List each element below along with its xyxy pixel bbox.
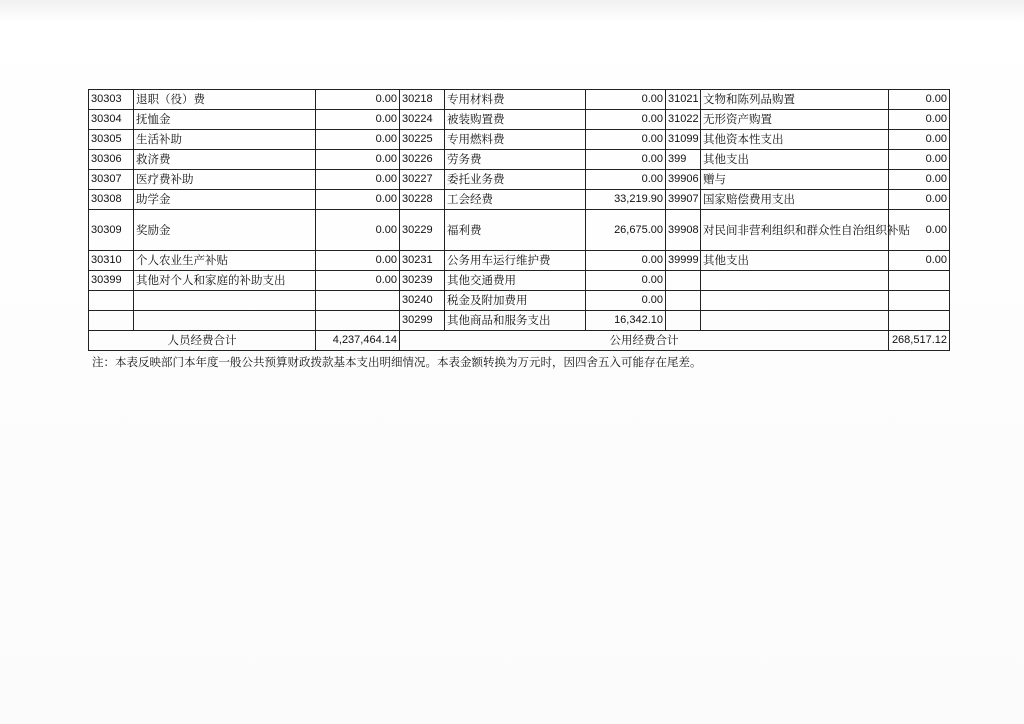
table-row [89, 311, 950, 331]
cell-code: 39999 [666, 251, 701, 271]
cell-code: 30306 [89, 150, 134, 170]
cell-amount: 0.00 [316, 110, 400, 130]
cell-code: 31022 [666, 110, 701, 130]
cell-code [666, 291, 701, 311]
cell-code: 30240 [400, 291, 445, 311]
table-row [89, 190, 950, 210]
cell-name: 专用材料费 [445, 90, 586, 110]
cell-name: 税金及附加费用 [445, 291, 586, 311]
cell-name: 退职（役）费 [134, 90, 316, 110]
cell-code: 30226 [400, 150, 445, 170]
cell-code [666, 311, 701, 331]
cell-amount: 0.00 [316, 130, 400, 150]
cell-name: 医疗费补助 [134, 170, 316, 190]
cell-amount: 0.00 [316, 251, 400, 271]
cell-code: 30225 [400, 130, 445, 150]
cell-amount: 0.00 [316, 170, 400, 190]
table-row [89, 251, 950, 271]
cell-amount [889, 291, 950, 311]
cell-code: 30299 [400, 311, 445, 331]
cell-code [89, 311, 134, 331]
cell-name: 其他商品和服务支出 [445, 311, 586, 331]
cell-code: 30399 [89, 271, 134, 291]
cell-amount: 0.00 [889, 130, 950, 150]
cell-code: 31021 [666, 90, 701, 110]
cell-code: 30307 [89, 170, 134, 190]
cell-amount: 0.00 [316, 190, 400, 210]
cell-name: 福利费 [445, 210, 586, 251]
cell-name [134, 311, 316, 331]
cell-name: 国家赔偿费用支出 [701, 190, 889, 210]
cell-code [89, 291, 134, 311]
personnel-total-label: 人员经费合计 [89, 331, 316, 351]
cell-name: 专用燃料费 [445, 130, 586, 150]
cell-amount: 0.00 [316, 90, 400, 110]
cell-name: 其他资本性支出 [701, 130, 889, 150]
cell-name [701, 291, 889, 311]
cell-name: 赠与 [701, 170, 889, 190]
cell-name: 奖励金 [134, 210, 316, 251]
cell-amount: 26,675.00 [586, 210, 666, 251]
cell-code: 30309 [89, 210, 134, 251]
cell-amount: 0.00 [586, 150, 666, 170]
cell-amount [316, 291, 400, 311]
table-row [89, 271, 950, 291]
public-total-amount: 268,517.12 [889, 331, 950, 351]
cell-name: 文物和陈列品购置 [701, 90, 889, 110]
cell-name: 公务用车运行维护费 [445, 251, 586, 271]
cell-name: 抚恤金 [134, 110, 316, 130]
personnel-total-amount: 4,237,464.14 [316, 331, 400, 351]
cell-amount: 0.00 [586, 90, 666, 110]
cell-code: 30224 [400, 110, 445, 130]
cell-amount: 0.00 [889, 110, 950, 130]
cell-amount: 0.00 [586, 251, 666, 271]
cell-code: 30229 [400, 210, 445, 251]
cell-code: 30218 [400, 90, 445, 110]
cell-amount: 0.00 [586, 271, 666, 291]
cell-amount: 0.00 [889, 251, 950, 271]
cell-amount: 0.00 [316, 271, 400, 291]
public-total-label: 公用经费合计 [400, 331, 889, 351]
cell-code: 31099 [666, 130, 701, 150]
table-row [89, 150, 950, 170]
cell-amount: 0.00 [586, 170, 666, 190]
cell-code: 30227 [400, 170, 445, 190]
cell-name: 助学金 [134, 190, 316, 210]
cell-amount: 0.00 [889, 170, 950, 190]
cell-code: 399 [666, 150, 701, 170]
cell-name: 救济费 [134, 150, 316, 170]
cell-code: 30228 [400, 190, 445, 210]
cell-name: 个人农业生产补贴 [134, 251, 316, 271]
cell-name: 生活补助 [134, 130, 316, 150]
table-row [89, 210, 950, 251]
cell-code: 30304 [89, 110, 134, 130]
table-row [89, 110, 950, 130]
cell-name: 其他支出 [701, 150, 889, 170]
cell-code: 30308 [89, 190, 134, 210]
cell-code: 39907 [666, 190, 701, 210]
table-footnote: 注：本表反映部门本年度一般公共预算财政拨款基本支出明细情况。本表金额转换为万元时，因四舍五入可能存在尾差。 [92, 355, 702, 369]
cell-amount [316, 311, 400, 331]
table-row [89, 291, 950, 311]
cell-amount [889, 311, 950, 331]
cell-code [666, 271, 701, 291]
cell-name: 其他支出 [701, 251, 889, 271]
cell-amount [889, 271, 950, 291]
cell-name [134, 291, 316, 311]
cell-amount: 0.00 [586, 291, 666, 311]
cell-code: 30310 [89, 251, 134, 271]
cell-amount: 16,342.10 [586, 311, 666, 331]
table-row [89, 130, 950, 150]
expenditure-table [88, 89, 950, 351]
cell-name: 委托业务费 [445, 170, 586, 190]
cell-amount: 0.00 [889, 210, 950, 251]
cell-name [701, 311, 889, 331]
cell-amount: 0.00 [316, 210, 400, 251]
cell-name: 其他对个人和家庭的补助支出 [134, 271, 316, 291]
cell-code: 30305 [89, 130, 134, 150]
cell-code: 39908 [666, 210, 701, 251]
table-row [89, 90, 950, 110]
cell-amount: 0.00 [889, 150, 950, 170]
cell-amount: 33,219.90 [586, 190, 666, 210]
cell-name: 劳务费 [445, 150, 586, 170]
cell-amount: 0.00 [586, 130, 666, 150]
cell-amount: 0.00 [586, 110, 666, 130]
cell-amount: 0.00 [889, 190, 950, 210]
scan-shade [0, 0, 1024, 22]
cell-name: 其他交通费用 [445, 271, 586, 291]
totals-row [89, 331, 950, 351]
cell-name: 对民间非营利组织和群众性自治组织补贴 [701, 210, 889, 251]
cell-name: 被装购置费 [445, 110, 586, 130]
cell-amount: 0.00 [316, 150, 400, 170]
cell-code: 30303 [89, 90, 134, 110]
table-body [89, 90, 950, 351]
cell-name [701, 271, 889, 291]
cell-code: 39906 [666, 170, 701, 190]
cell-amount: 0.00 [889, 90, 950, 110]
table-row [89, 170, 950, 190]
cell-code: 30231 [400, 251, 445, 271]
cell-name: 无形资产购置 [701, 110, 889, 130]
cell-name: 工会经费 [445, 190, 586, 210]
cell-code: 30239 [400, 271, 445, 291]
